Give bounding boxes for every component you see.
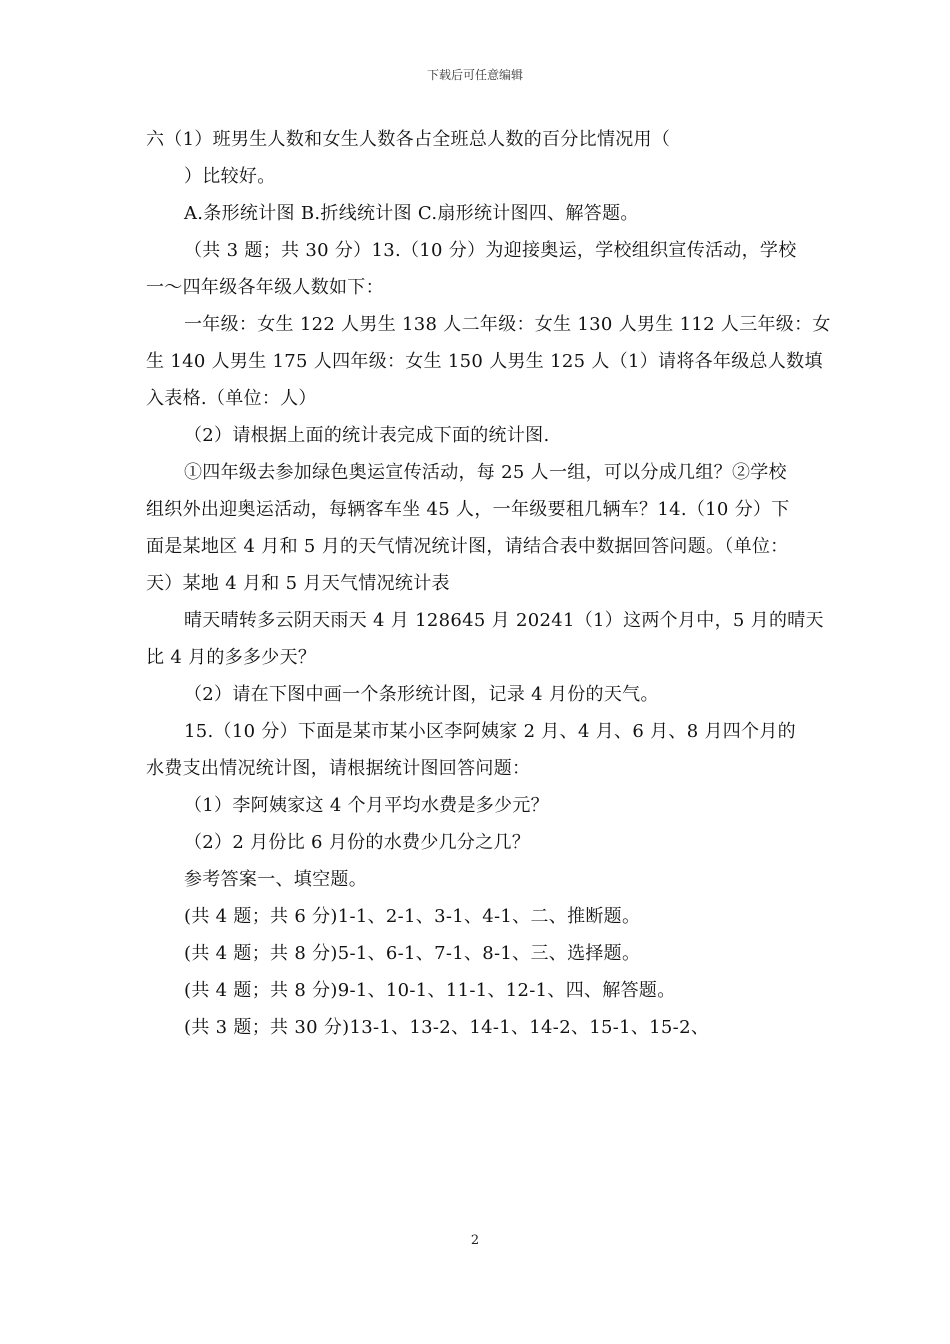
text-line: 比 4 月的多多少天？ [146, 647, 317, 668]
text-line: 参考答案一、填空题。 [184, 869, 367, 890]
text-line: ）比较好。 [184, 166, 276, 187]
text-line: 天）某地 4 月和 5 月天气情况统计表 [146, 573, 450, 594]
text-line: （2）请根据上面的统计表完成下面的统计图. [184, 425, 550, 446]
text-line: ①四年级去参加绿色奥运宣传活动，每 25 人一组，可以分成几组？②学校 [184, 462, 787, 483]
text-line: (共 4 题；共 8 分)5-1、6-1、7-1、8-1、三、选择题。 [184, 943, 641, 964]
page-header: 下载后可任意编辑 [426, 68, 523, 82]
text-line: （2）2 月份比 6 月份的水费少几分之几？ [184, 832, 531, 853]
text-line: (共 3 题；共 30 分)13-1、13-2、14-1、14-2、15-1、15-2、 [184, 1017, 710, 1038]
text-line: 一～四年级各年级人数如下： [146, 277, 384, 298]
text-line: 15.（10 分）下面是某市某小区李阿姨家 2 月、4 月、6 月、8 月四个月的 [184, 721, 796, 742]
text-line: （共 3 题；共 30 分）13.（10 分）为迎接奥运，学校组织宣传活动，学校 [184, 240, 797, 261]
text-line: 六（1）班男生人数和女生人数各占全班总人数的百分比情况用（ [146, 129, 671, 150]
text-line: 水费支出情况统计图，请根据统计图回答问题： [146, 758, 531, 779]
text-line: (共 4 题；共 8 分)9-1、10-1、11-1、12-1、四、解答题。 [184, 980, 676, 1001]
text-line: 一年级：女生 122 人男生 138 人二年级：女生 130 人男生 112 人三年级：女 [184, 314, 831, 335]
text-line: 入表格.（单位：人） [146, 388, 317, 409]
text-line: （1）李阿姨家这 4 个月平均水费是多少元？ [184, 795, 549, 816]
page-number: 2 [470, 1233, 480, 1248]
text-line: 组织外出迎奥运活动，每辆客车坐 45 人，一年级要租几辆车？14.（10 分）下 [146, 499, 790, 520]
document-body [146, 121, 831, 1046]
text-line: 生 140 人男生 175 人四年级：女生 150 人男生 125 人（1）请将各年级总人数填 [146, 351, 823, 372]
text-line: （2）请在下图中画一个条形统计图，记录 4 月份的天气。 [184, 684, 659, 705]
text-line: (共 4 题；共 6 分)1-1、2-1、3-1、4-1、二、推断题。 [184, 906, 641, 927]
text-line: A.条形统计图 B.折线统计图 C.扇形统计图四、解答题。 [184, 203, 639, 224]
text-line: 面是某地区 4 月和 5 月的天气情况统计图，请结合表中数据回答问题。（单位： [146, 536, 789, 557]
text-line: 晴天晴转多云阴天雨天 4 月 128645 月 20241（1）这两个月中，5 月的晴天 [184, 610, 824, 631]
